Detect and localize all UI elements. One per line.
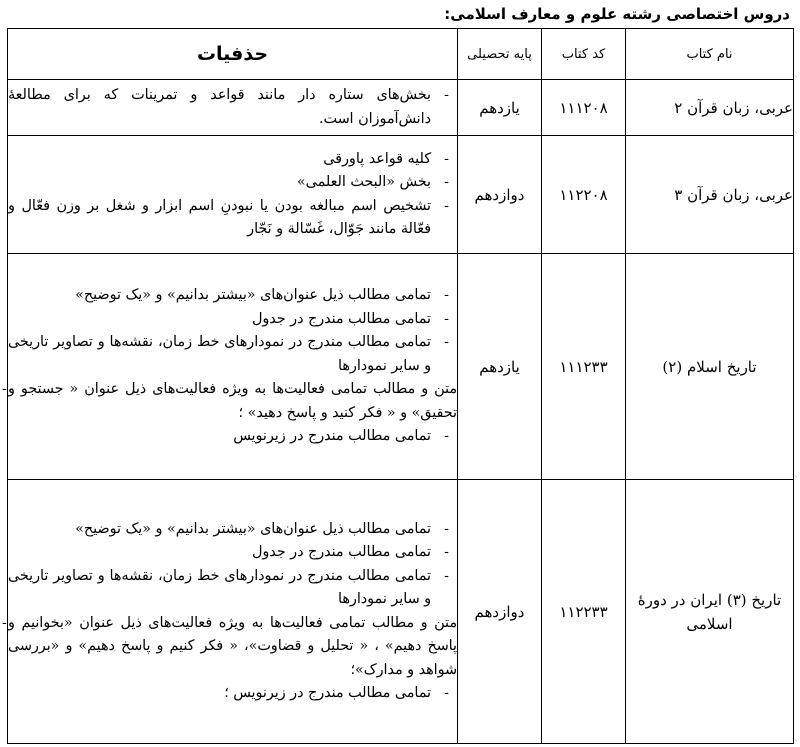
deletion-text: کلیه قواعد پاورقی (323, 150, 431, 167)
bullet-dash: - (444, 310, 449, 327)
deletion-text: تمامی مطالب مندرج در نمودارهای خط زمان، نقشه‌ها و تصاویر تاریخی و سایر نمودارها (8, 334, 431, 374)
grade-cell: دوازدهم (458, 480, 542, 744)
header-book-code: کد کتاب (542, 29, 626, 80)
deletion-text: تمامی مطالب مندرج در نمودارهای خط زمان، نقشه‌ها و تصاویر تاریخی و سایر نمودارها (8, 567, 431, 607)
bullet-dash: - (444, 197, 449, 214)
book-code-cell: ۱۱۱۲۳۳ (542, 254, 626, 480)
deletion-item (2, 612, 457, 683)
deletion-text: متن و مطالب تمامی فعالیت‌ها به ویژه فعالیت‌های ذیل عنوان « جستجو و تحقیق» و « فکر کنید و پاسخ دهید» ؛ (8, 381, 457, 421)
book-name-cell: تاریخ اسلام (۲) (626, 254, 794, 480)
deletion-text: تمامی مطالب ذیل عنوان‌های «بیشتر بدانیم» و «یک توضیح» (75, 287, 431, 304)
grade-cell: یازدهم (458, 254, 542, 480)
deletion-item (8, 331, 457, 378)
book-name-cell: تاریخ (۳) ایران در دورهٔ اسلامی (626, 480, 794, 744)
page-title: دروس اختصاصی رشته علوم و معارف اسلامی: (444, 5, 790, 23)
deletion-item (8, 518, 457, 542)
deletion-text: متن و مطالب تمامی فعالیت‌ها به ویژه فعالیت‌های ذیل عنوان «بخوانیم و پاسخ دهیم» ، « تحلیل و قضاوت»، « فکر کنیم و پاسخ دهیم» و «بررسی شواهد و مدارک»؛ (8, 614, 457, 678)
bullet-dash: - (444, 287, 449, 304)
bullet-dash: - (444, 428, 449, 445)
deletions-cell (2, 480, 458, 744)
deletion-item (8, 425, 457, 449)
grade-cell: یازدهم (458, 80, 542, 136)
bullet-dash: - (444, 685, 449, 701)
grade-cell: دوازدهم (458, 136, 542, 254)
deletion-item (8, 541, 457, 565)
book-code-cell: ۱۱۲۲۰۸ (542, 136, 626, 254)
table-row (8, 480, 794, 744)
deletion-item (8, 148, 457, 172)
bullet-dash: - (444, 150, 449, 167)
deletion-text: تشخیص اسم مبالغه بودن یا نبودنِ اسم ابزار و شغل بر وزن فعّال و فعّالة مانند جَوّال، غَسّالة و نَجّار (8, 197, 431, 237)
deletion-text: تمامی مطالب مندرج در زیرنویس ؛ (224, 685, 431, 701)
deletion-text: تمامی مطالب ذیل عنوان‌های «بیشتر بدانیم» و «یک توضیح» (75, 520, 431, 537)
deletion-text: بخش «البحث العلمی» (296, 174, 431, 190)
deletion-item (8, 682, 457, 706)
deletion-item (8, 84, 457, 131)
deletion-item (8, 565, 457, 612)
deletions-table (2, 28, 794, 744)
deletion-text: تمامی مطالب مندرج در جدول (251, 544, 431, 560)
deletion-text: تمامی مطالب مندرج در زیرنویس (233, 428, 431, 445)
bullet-dash: - (444, 544, 449, 560)
bullet-dash: - (444, 567, 449, 584)
deletion-text: بخش‌های ستاره دار مانند قواعد و تمرینات که برای مطالعهٔ دانش‌آموزان است. (8, 87, 431, 127)
bullet-dash: - (2, 381, 7, 398)
book-code-cell: ۱۱۲۲۳۳ (542, 480, 626, 744)
table-row (8, 80, 794, 136)
header-deletions: حذفیات (8, 29, 458, 80)
book-name-cell: عربی، زبان قرآن ۲ (626, 80, 794, 136)
bullet-dash: - (444, 174, 449, 190)
deletion-text: تمامی مطالب مندرج در جدول (251, 310, 431, 327)
table-row (8, 254, 794, 480)
bullet-dash: - (2, 614, 7, 631)
table-row (8, 136, 794, 254)
bullet-dash: - (444, 87, 449, 103)
bullet-dash: - (444, 334, 449, 351)
bullet-dash: - (444, 520, 449, 537)
table-header-row (8, 29, 794, 80)
deletions-cell (2, 254, 458, 480)
header-grade: پایه تحصیلی (458, 29, 542, 80)
book-name-cell: عربی، زبان قرآن ۳ (626, 136, 794, 254)
book-code-cell: ۱۱۱۲۰۸ (542, 80, 626, 136)
deletion-item (8, 284, 457, 308)
deletion-item (2, 378, 457, 425)
deletion-item (8, 171, 457, 195)
deletions-cell (8, 80, 458, 136)
deletion-item (8, 308, 457, 332)
deletion-item (8, 195, 457, 242)
deletions-cell (8, 136, 458, 254)
header-book-name: نام کتاب (626, 29, 794, 80)
